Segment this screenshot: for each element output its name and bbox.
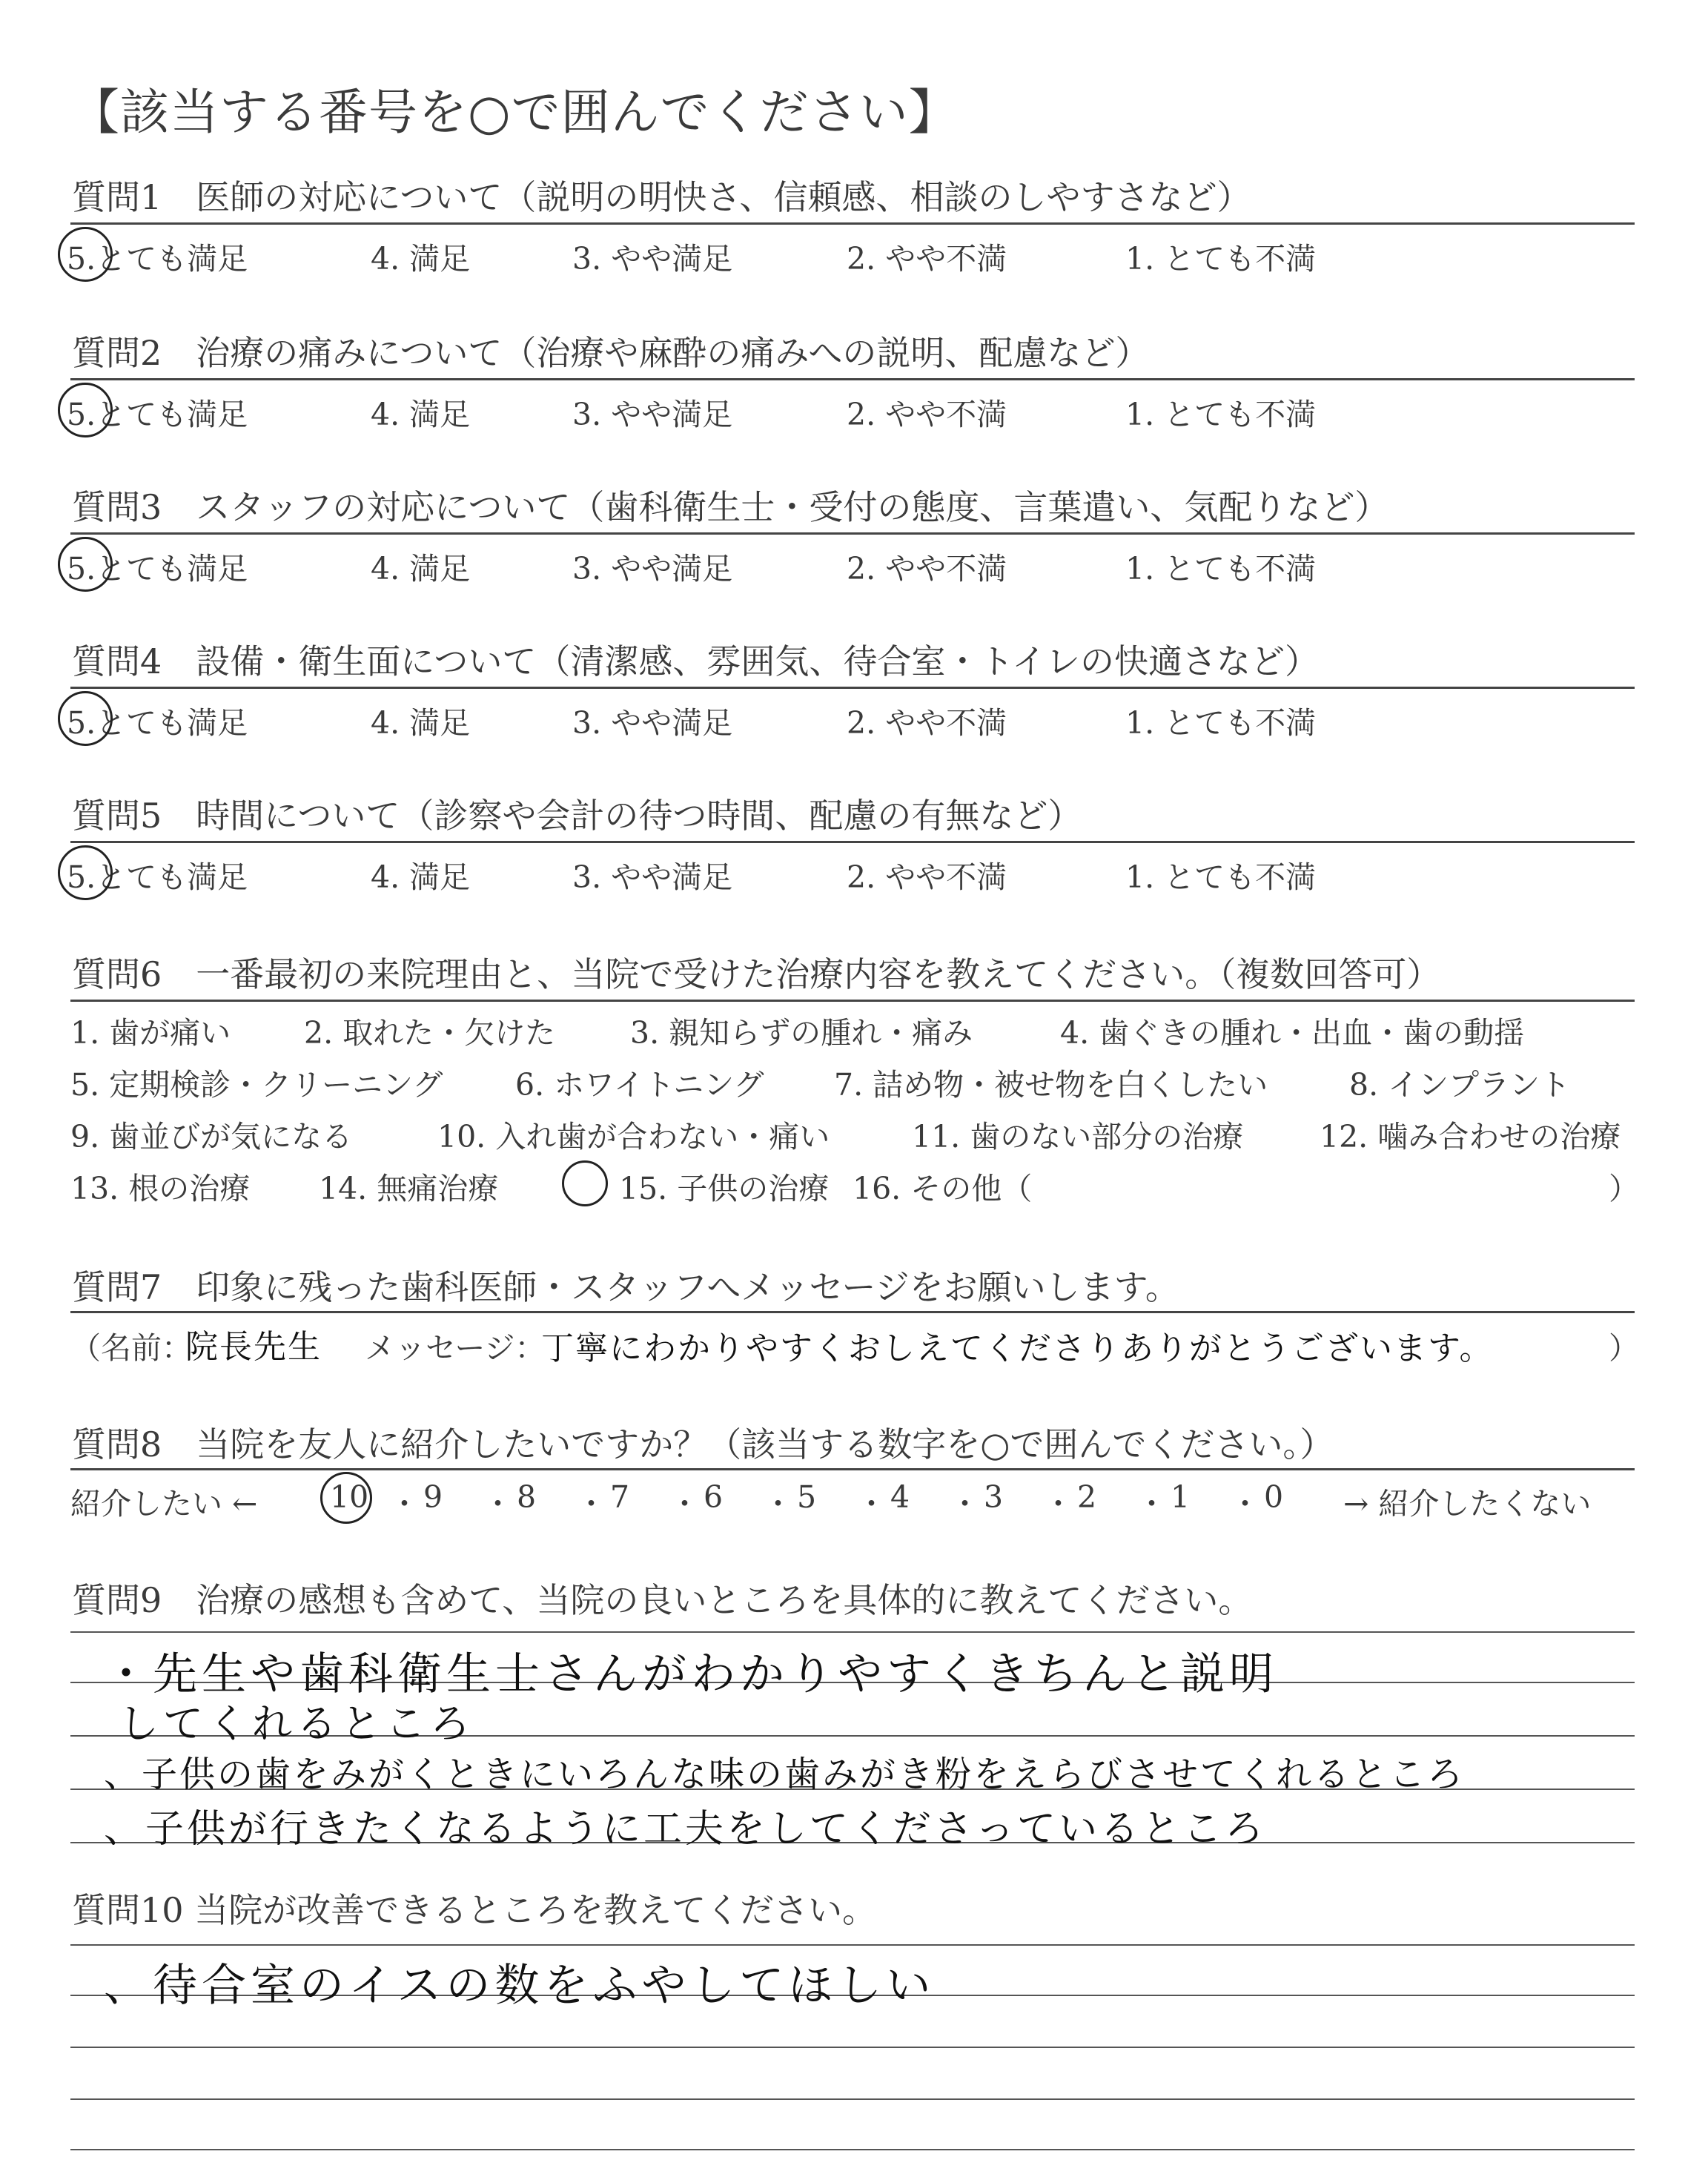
q5-option-3[interactable]: 3. やや満足	[572, 859, 733, 895]
q6-option-9[interactable]: 9. 歯並びが気になる	[70, 1119, 353, 1155]
q8-separator: ・	[483, 1486, 513, 1522]
q8-label: 質問8 当院を友人に紹介したいですか？（該当する数字を○で囲んでください。）	[72, 1424, 1334, 1464]
q8-separator: ・	[950, 1486, 980, 1522]
q6-option-11[interactable]: 11. 歯のない部分の治療	[912, 1119, 1244, 1155]
q8-scale-4[interactable]: 4	[890, 1479, 910, 1515]
q2-circle-5	[58, 383, 113, 437]
q5-rule	[70, 841, 1635, 843]
q7-close-paren: ）	[1609, 1330, 1639, 1366]
q5-option-1[interactable]: 1. とても不満	[1125, 859, 1317, 895]
q10-line-3	[70, 2047, 1635, 2048]
q2-option-4[interactable]: 4. 満足	[371, 397, 471, 432]
q1-option-4[interactable]: 4. 満足	[371, 241, 471, 277]
q6-option-10[interactable]: 10. 入れ歯が合わない・痛い	[437, 1119, 830, 1155]
q8-rule	[70, 1468, 1635, 1470]
q6-option-4[interactable]: 4. 歯ぐきの腫れ・出血・歯の動揺	[1060, 1015, 1525, 1051]
page-title: 【該当する番号を○で囲んでください】	[70, 84, 959, 141]
q8-separator: ・	[1230, 1486, 1260, 1522]
q4-option-4[interactable]: 4. 満足	[371, 705, 471, 741]
q4-option-1[interactable]: 1. とても不満	[1125, 705, 1317, 741]
q6-option-8[interactable]: 8. インプラント	[1349, 1067, 1571, 1103]
q9-answer-1[interactable]: ・先生や歯科衛生士さんがわかりやすくきちんと説明	[104, 1648, 1278, 1700]
q2-option-3[interactable]: 3. やや満足	[572, 397, 733, 432]
q8-separator: ・	[763, 1486, 793, 1522]
q1-option-2[interactable]: 2. やや不満	[847, 241, 1007, 277]
q9-line-1	[70, 1631, 1635, 1633]
q8-separator: ・	[1043, 1486, 1073, 1522]
q3-option-2[interactable]: 2. やや不満	[847, 551, 1007, 587]
q3-option-1[interactable]: 1. とても不満	[1125, 551, 1317, 587]
q2-option-1[interactable]: 1. とても不満	[1125, 397, 1317, 432]
q3-rule	[70, 532, 1635, 535]
q10-answer-1[interactable]: 、待合室のイスの数をふやしてほしい	[104, 1960, 936, 2012]
q6-option-2[interactable]: 2. 取れた・欠けた	[304, 1015, 556, 1051]
q6-option-5[interactable]: 5. 定期検診・クリーニング	[70, 1067, 443, 1103]
q4-option-3[interactable]: 3. やや満足	[572, 705, 733, 741]
q10-line-4	[70, 2098, 1635, 2100]
q8-scale-2[interactable]: 2	[1077, 1479, 1097, 1515]
q7-message-prefix: メッセージ：	[365, 1330, 546, 1366]
q8-left-label: 紹介したい ←	[70, 1486, 258, 1522]
q1-circle-5	[58, 227, 113, 282]
q6-option-15[interactable]: 15. 子供の治療	[619, 1171, 830, 1206]
q6-option-3[interactable]: 3. 親知らずの腫れ・痛み	[630, 1015, 973, 1051]
q1-rule	[70, 222, 1635, 225]
q6-option-13[interactable]: 13. 根の治療	[70, 1171, 251, 1206]
q6-option-12[interactable]: 12. 噛み合わせの治療	[1320, 1119, 1621, 1155]
q6-option-14[interactable]: 14. 無痛治療	[319, 1171, 499, 1206]
q5-option-5[interactable]: 5.とても満足	[67, 859, 248, 895]
q4-rule	[70, 687, 1635, 689]
q6-circle-15	[562, 1160, 608, 1206]
q7-name-prefix: （名前：	[70, 1330, 192, 1366]
q6-close-paren: ）	[1609, 1171, 1639, 1206]
q10-label: 質問10 当院が改善できるところを教えてください。	[72, 1890, 877, 1930]
q5-label: 質問5 時間について（診察や会計の待つ時間、配慮の有無など）	[72, 796, 1082, 836]
q8-scale-8[interactable]: 8	[517, 1479, 537, 1515]
q8-scale-7[interactable]: 7	[610, 1479, 630, 1515]
q7-message-value[interactable]: 丁寧にわかりやすくおしえてくださりありがとうございます。	[541, 1330, 1494, 1367]
q7-label: 質問7 印象に残った歯科医師・スタッフへメッセージをお願いします。	[72, 1267, 1179, 1307]
q9-answer-4[interactable]: 、子供が行きたくなるように工夫をしてくださっているところ	[104, 1807, 1267, 1852]
q9-answer-2[interactable]: してくれるところ	[119, 1700, 474, 1747]
q8-right-label: → 紹介したくない	[1343, 1486, 1592, 1522]
q5-option-2[interactable]: 2. やや不満	[847, 859, 1007, 895]
q5-option-4[interactable]: 4. 満足	[371, 859, 471, 895]
q3-circle-5	[58, 537, 113, 592]
q8-scale-9[interactable]: 9	[423, 1479, 443, 1515]
q3-label: 質問3 スタッフの対応について（歯科衛生士・受付の態度、言葉遣い、気配りなど）	[72, 487, 1389, 527]
q8-separator: ・	[669, 1486, 700, 1522]
q1-label: 質問1 医師の対応について（説明の明快さ、信頼感、相談のしやすさなど）	[72, 177, 1251, 217]
q7-rule	[70, 1311, 1635, 1313]
q4-circle-5	[58, 691, 113, 746]
q9-label: 質問9 治療の感想も含めて、当院の良いところを具体的に教えてください。	[72, 1580, 1253, 1620]
q8-separator: ・	[389, 1486, 420, 1522]
q1-option-3[interactable]: 3. やや満足	[572, 241, 733, 277]
q8-scale-0[interactable]: 0	[1264, 1479, 1284, 1515]
q3-option-5[interactable]: 5.とても満足	[67, 551, 248, 587]
q2-option-5[interactable]: 5.とても満足	[67, 397, 248, 432]
q10-line-1	[70, 1944, 1635, 1946]
q4-option-2[interactable]: 2. やや不満	[847, 705, 1007, 741]
q8-scale-5[interactable]: 5	[797, 1479, 817, 1515]
q8-scale-10[interactable]: 10	[330, 1479, 369, 1515]
q5-circle-5	[58, 845, 113, 900]
q6-option-6[interactable]: 6. ホワイトニング	[515, 1067, 764, 1103]
q9-answer-3[interactable]: 、子供の歯をみがくときにいろんな味の歯みがき粉をえらびさせてくれるところ	[104, 1754, 1466, 1795]
q8-separator: ・	[856, 1486, 887, 1522]
q6-option-7[interactable]: 7. 詰め物・被せ物を白くしたい	[834, 1067, 1268, 1103]
q6-option-1[interactable]: 1. 歯が痛い	[70, 1015, 231, 1051]
q6-label: 質問6 一番最初の来院理由と、当院で受けた治療内容を教えてください。（複数回答可）	[72, 954, 1441, 994]
q7-name-value[interactable]: 院長先生	[185, 1328, 322, 1366]
q6-rule	[70, 1000, 1635, 1002]
q1-option-1[interactable]: 1. とても不満	[1125, 241, 1317, 277]
q4-option-5[interactable]: 5.とても満足	[67, 705, 248, 741]
q8-circle-10	[320, 1472, 372, 1524]
q8-separator: ・	[1136, 1486, 1167, 1522]
q8-scale-3[interactable]: 3	[984, 1479, 1004, 1515]
q2-rule	[70, 378, 1635, 380]
q8-scale-1[interactable]: 1	[1171, 1479, 1191, 1515]
q6-option-16[interactable]: 16. その他（	[853, 1171, 1033, 1206]
q8-scale-6[interactable]: 6	[704, 1479, 724, 1515]
q2-option-2[interactable]: 2. やや不満	[847, 397, 1007, 432]
q8-separator: ・	[576, 1486, 606, 1522]
q4-label: 質問4 設備・衛生面について（清潔感、雰囲気、待合室・トイレの快適さなど）	[72, 641, 1320, 681]
q10-line-5	[70, 2149, 1635, 2150]
q3-option-4[interactable]: 4. 満足	[371, 551, 471, 587]
q1-option-5[interactable]: 5.とても満足	[67, 241, 248, 277]
q2-label: 質問2 治療の痛みについて（治療や麻酔の痛みへの説明、配慮など）	[72, 333, 1150, 373]
q3-option-3[interactable]: 3. やや満足	[572, 551, 733, 587]
